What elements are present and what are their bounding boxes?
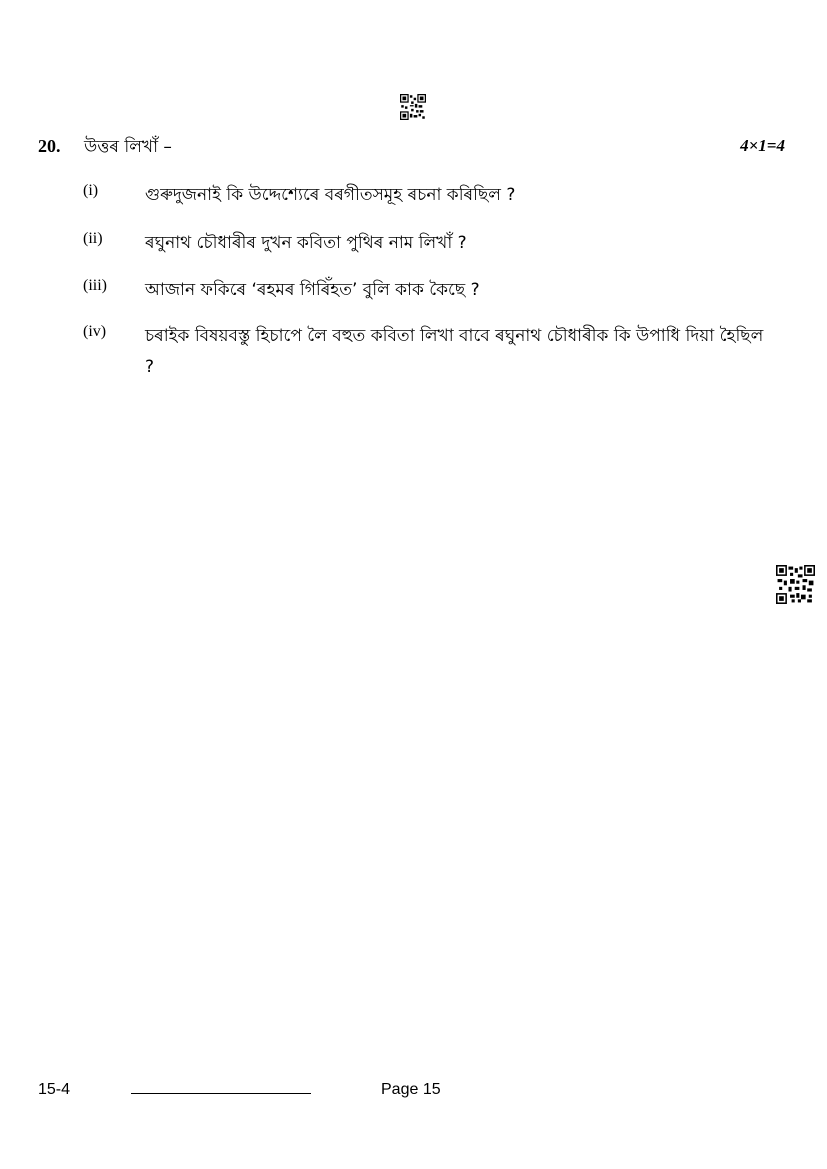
question-prompt: উত্তৰ লিখাঁ – (84, 137, 172, 157)
sub-question-text: গুৰুদুজনাই কি উদ্দেশ্যেৰে বৰগীতসমূহ ৰচনা কৰিছিল ? (145, 185, 516, 205)
question-number: 20. (38, 136, 61, 156)
sub-question-text: ৰঘুনাথ চৌধাৰীৰ দুখন কবিতা পুথিৰ নাম লিখাঁ ? (145, 233, 467, 253)
page-number: Page 15 (381, 1081, 441, 1098)
sub-question-label: (i) (83, 182, 99, 199)
paper-code: 15-4 (38, 1081, 71, 1098)
sub-question-label: (ii) (83, 230, 103, 247)
sub-question-text: চৰাইক বিষয়বস্তু হিচাপে লৈ বহুত কবিতা লিখা বাবে ৰঘুনাথ চৌধাৰীক কি উপাধি দিয়া হৈছিল ? (145, 326, 764, 377)
question-marks: 4×1=4 (740, 136, 785, 155)
sub-question-label: (iii) (83, 277, 107, 294)
footer-divider (131, 1093, 311, 1094)
qr-code-top-icon (400, 94, 426, 120)
qr-code-side-icon (776, 565, 815, 604)
sub-question-label: (iv) (83, 323, 107, 340)
sub-question-text: আজান ফকিৰে ‘ৰহমৰ গিৰিঁহত’ বুলি কাক কৈছে ? (145, 280, 480, 300)
